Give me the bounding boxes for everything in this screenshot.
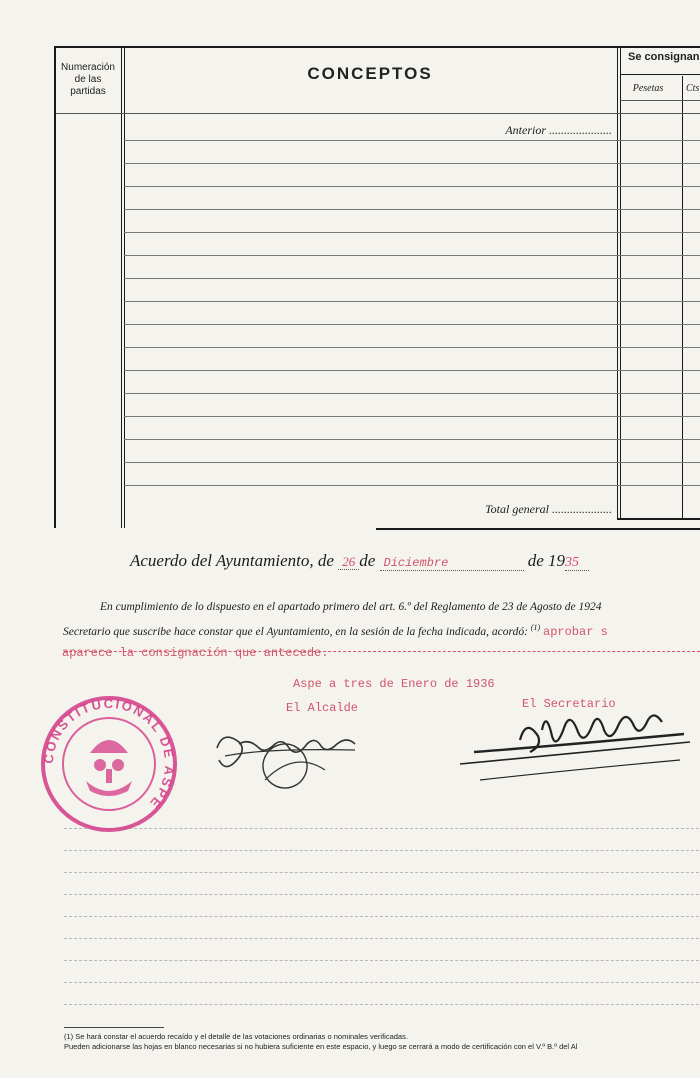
typed-secretario: El Secretario xyxy=(522,697,616,711)
header-cts: Cts xyxy=(686,83,700,94)
ledger-row-rule xyxy=(124,347,700,348)
ledger-row-rule xyxy=(124,140,700,141)
header-partidas: Numeración de las partidas xyxy=(61,62,115,97)
ledger-row-rule xyxy=(124,301,700,302)
acuerdo-month: Diciembre xyxy=(380,556,524,571)
typed-consignacion: aparece la consignación que antecede. xyxy=(62,646,329,660)
acuerdo-prefix: Acuerdo del Ayuntamiento, de xyxy=(130,551,334,570)
writing-line xyxy=(64,916,700,917)
total-label: Total general xyxy=(485,502,549,516)
acuerdo-year-prefix: de 19 xyxy=(527,551,566,570)
anterior-label: Anterior xyxy=(505,123,546,137)
acuerdo-year-suffix: 35 xyxy=(565,555,589,571)
header-consignan: Se consignan xyxy=(628,51,700,63)
alcalde-signature-icon xyxy=(205,718,375,798)
acuerdo-body-line-2 xyxy=(63,623,608,639)
ledger-row-rule xyxy=(124,370,700,371)
footnote-rule xyxy=(64,1027,164,1028)
ledger-row-rule xyxy=(124,324,700,325)
seal-text: CONSTITUCIONAL DE ASPE xyxy=(40,695,178,813)
secretario-signature-icon xyxy=(450,700,700,800)
dot-leader: ..................... xyxy=(549,123,612,137)
municipal-seal-icon xyxy=(38,693,180,835)
total-row xyxy=(400,502,612,517)
typed-alcalde: El Alcalde xyxy=(286,701,359,715)
dot-leader: .................... xyxy=(552,502,612,516)
writing-line xyxy=(64,894,700,895)
acuerdo-day: 26 xyxy=(338,554,359,570)
writing-line xyxy=(64,850,700,851)
acuerdo-title xyxy=(130,551,589,571)
footnote-line-1: (1) Se hará constar el acuerdo recaído y el detalle de las votaciones ordinarias o nominales verificadas. xyxy=(64,1032,408,1041)
footnote-mark: (1) xyxy=(530,623,541,632)
ledger-row-rule xyxy=(124,439,700,440)
typed-date-place: Aspe a tres de Enero de 1936 xyxy=(293,677,495,691)
typed-aprobar: aprobar s xyxy=(543,624,608,639)
ledger-row-rule xyxy=(124,255,700,256)
writing-line xyxy=(64,872,700,873)
writing-line xyxy=(64,960,700,961)
acuerdo-body-line-1: En cumplimiento de lo dispuesto en el apartado primero del art. 6.º del Reglamento de 23 de Agosto de 1924 xyxy=(100,601,602,613)
ledger-row-rule xyxy=(124,462,700,463)
ledger-row-rule xyxy=(124,416,700,417)
writing-line xyxy=(64,1004,700,1005)
writing-line xyxy=(64,938,700,939)
footnote-line-2: Pueden adicionarse las hojas en blanco necesarias si no hubiera suficiente en este espacio, y luego se cerrará a modo de certificación con el V.º B.º del Al xyxy=(64,1042,578,1051)
ledger-row-rule xyxy=(124,186,700,187)
writing-line xyxy=(64,982,700,983)
acuerdo-body-line-2-text: Secretario que suscribe hace constar que el Ayuntamiento, en la sesión de la fecha indicada, acordó: xyxy=(63,625,528,638)
acuerdo-de: de xyxy=(359,551,376,570)
ledger-row-rule xyxy=(124,485,700,486)
ledger-row-rule xyxy=(124,209,700,210)
ledger-row-rule xyxy=(124,393,700,394)
ledger-row-rule xyxy=(124,278,700,279)
ledger-row-rule xyxy=(124,163,700,164)
ledger-row-rule xyxy=(124,232,700,233)
header-pesetas: Pesetas xyxy=(632,83,664,94)
header-conceptos: CONCEPTOS xyxy=(307,64,433,83)
anterior-row xyxy=(440,123,612,138)
